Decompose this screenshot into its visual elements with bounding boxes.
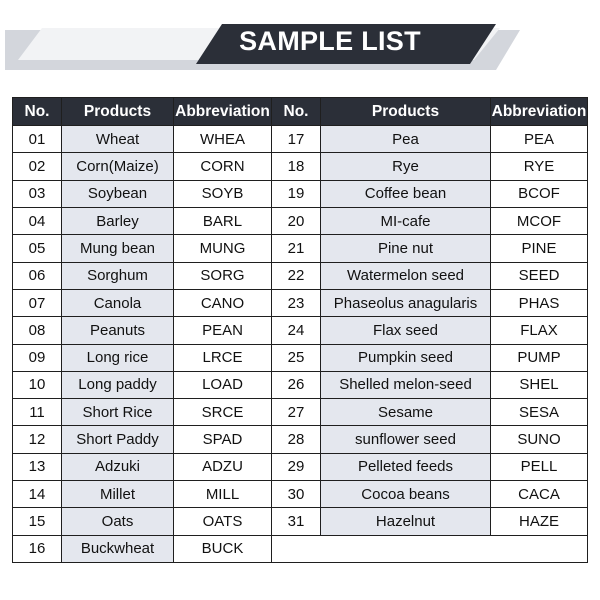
product-name: Cocoa beans xyxy=(321,481,491,508)
product-abbreviation: SESA xyxy=(491,399,588,426)
product-name: Sesame xyxy=(321,399,491,426)
row-number: 09 xyxy=(13,344,62,371)
product-abbreviation: MCOF xyxy=(491,207,588,234)
table-row xyxy=(13,508,588,535)
row-number: 16 xyxy=(13,535,62,562)
product-abbreviation: BARL xyxy=(174,207,272,234)
header-products-right: Products xyxy=(321,98,491,126)
product-abbreviation: FLAX xyxy=(491,317,588,344)
product-name: Coffee bean xyxy=(321,180,491,207)
title-banner xyxy=(0,0,600,90)
row-number: 26 xyxy=(272,371,321,398)
product-name: Peanuts xyxy=(62,317,174,344)
row-number: 28 xyxy=(272,426,321,453)
row-number: 27 xyxy=(272,399,321,426)
row-number: 02 xyxy=(13,153,62,180)
product-abbreviation: PELL xyxy=(491,453,588,480)
row-number: 19 xyxy=(272,180,321,207)
product-name: Watermelon seed xyxy=(321,262,491,289)
row-number: 14 xyxy=(13,481,62,508)
product-name: Adzuki xyxy=(62,453,174,480)
row-number: 11 xyxy=(13,399,62,426)
table-row xyxy=(13,481,588,508)
table-row xyxy=(13,289,588,316)
product-abbreviation: SOYB xyxy=(174,180,272,207)
product-name: Pelleted feeds xyxy=(321,453,491,480)
table-body xyxy=(13,126,588,563)
table-row xyxy=(13,399,588,426)
product-abbreviation: MILL xyxy=(174,481,272,508)
product-abbreviation: LOAD xyxy=(174,371,272,398)
row-number: 18 xyxy=(272,153,321,180)
table-row xyxy=(13,426,588,453)
row-number: 23 xyxy=(272,289,321,316)
product-abbreviation: ADZU xyxy=(174,453,272,480)
product-name: Rye xyxy=(321,153,491,180)
sample-table xyxy=(12,97,588,563)
product-name: Barley xyxy=(62,207,174,234)
product-abbreviation: LRCE xyxy=(174,344,272,371)
product-abbreviation: PINE xyxy=(491,235,588,262)
row-number: 15 xyxy=(13,508,62,535)
product-name: Flax seed xyxy=(321,317,491,344)
product-abbreviation: SHEL xyxy=(491,371,588,398)
table-row xyxy=(13,371,588,398)
product-abbreviation: PEA xyxy=(491,126,588,153)
row-number: 30 xyxy=(272,481,321,508)
product-abbreviation: SRCE xyxy=(174,399,272,426)
product-name: Soybean xyxy=(62,180,174,207)
product-name: Millet xyxy=(62,481,174,508)
row-number: 20 xyxy=(272,207,321,234)
row-number: 24 xyxy=(272,317,321,344)
table-row xyxy=(13,262,588,289)
table-row xyxy=(13,344,588,371)
product-name: Pine nut xyxy=(321,235,491,262)
product-name: Short Rice xyxy=(62,399,174,426)
row-number: 21 xyxy=(272,235,321,262)
row-number: 05 xyxy=(13,235,62,262)
product-abbreviation: RYE xyxy=(491,153,588,180)
table-header-row xyxy=(13,98,588,126)
product-name: Phaseolus anagularis xyxy=(321,289,491,316)
product-name: Oats xyxy=(62,508,174,535)
product-name: Pea xyxy=(321,126,491,153)
row-number: 25 xyxy=(272,344,321,371)
row-number: 03 xyxy=(13,180,62,207)
row-number: 06 xyxy=(13,262,62,289)
row-number: 31 xyxy=(272,508,321,535)
table-row xyxy=(13,180,588,207)
table-row xyxy=(13,535,588,562)
row-number: 08 xyxy=(13,317,62,344)
header-products-left: Products xyxy=(62,98,174,126)
product-name: Buckwheat xyxy=(62,535,174,562)
table-row xyxy=(13,153,588,180)
row-number: 22 xyxy=(272,262,321,289)
product-name: Long paddy xyxy=(62,371,174,398)
header-abbreviation-left: Abbreviation xyxy=(174,98,272,126)
product-name: Mung bean xyxy=(62,235,174,262)
page-title: SAMPLE LIST xyxy=(239,26,421,56)
product-abbreviation: MUNG xyxy=(174,235,272,262)
header-no-right: No. xyxy=(272,98,321,126)
product-name: Hazelnut xyxy=(321,508,491,535)
product-abbreviation: CORN xyxy=(174,153,272,180)
product-abbreviation: OATS xyxy=(174,508,272,535)
product-name: Shelled melon-seed xyxy=(321,371,491,398)
product-name: MI-cafe xyxy=(321,207,491,234)
product-name: Canola xyxy=(62,289,174,316)
table-row xyxy=(13,235,588,262)
product-name: Short Paddy xyxy=(62,426,174,453)
row-number: 07 xyxy=(13,289,62,316)
product-abbreviation: SPAD xyxy=(174,426,272,453)
empty-cell xyxy=(272,535,588,562)
table-row xyxy=(13,317,588,344)
row-number: 13 xyxy=(13,453,62,480)
product-abbreviation: CANO xyxy=(174,289,272,316)
product-name: Corn(Maize) xyxy=(62,153,174,180)
row-number: 29 xyxy=(272,453,321,480)
product-abbreviation: BUCK xyxy=(174,535,272,562)
row-number: 04 xyxy=(13,207,62,234)
product-name: sunflower seed xyxy=(321,426,491,453)
header-abbreviation-right: Abbreviation xyxy=(491,98,588,126)
product-abbreviation: PUMP xyxy=(491,344,588,371)
product-abbreviation: SEED xyxy=(491,262,588,289)
row-number: 01 xyxy=(13,126,62,153)
product-name: Wheat xyxy=(62,126,174,153)
product-abbreviation: CACA xyxy=(491,481,588,508)
product-name: Sorghum xyxy=(62,262,174,289)
product-name: Pumpkin seed xyxy=(321,344,491,371)
product-name: Long rice xyxy=(62,344,174,371)
product-abbreviation: SORG xyxy=(174,262,272,289)
product-abbreviation: SUNO xyxy=(491,426,588,453)
row-number: 10 xyxy=(13,371,62,398)
table-row xyxy=(13,207,588,234)
table-row xyxy=(13,453,588,480)
product-abbreviation: PEAN xyxy=(174,317,272,344)
product-abbreviation: BCOF xyxy=(491,180,588,207)
row-number: 17 xyxy=(272,126,321,153)
row-number: 12 xyxy=(13,426,62,453)
product-abbreviation: PHAS xyxy=(491,289,588,316)
product-abbreviation: WHEA xyxy=(174,126,272,153)
product-abbreviation: HAZE xyxy=(491,508,588,535)
table-row xyxy=(13,126,588,153)
header-no-left: No. xyxy=(13,98,62,126)
